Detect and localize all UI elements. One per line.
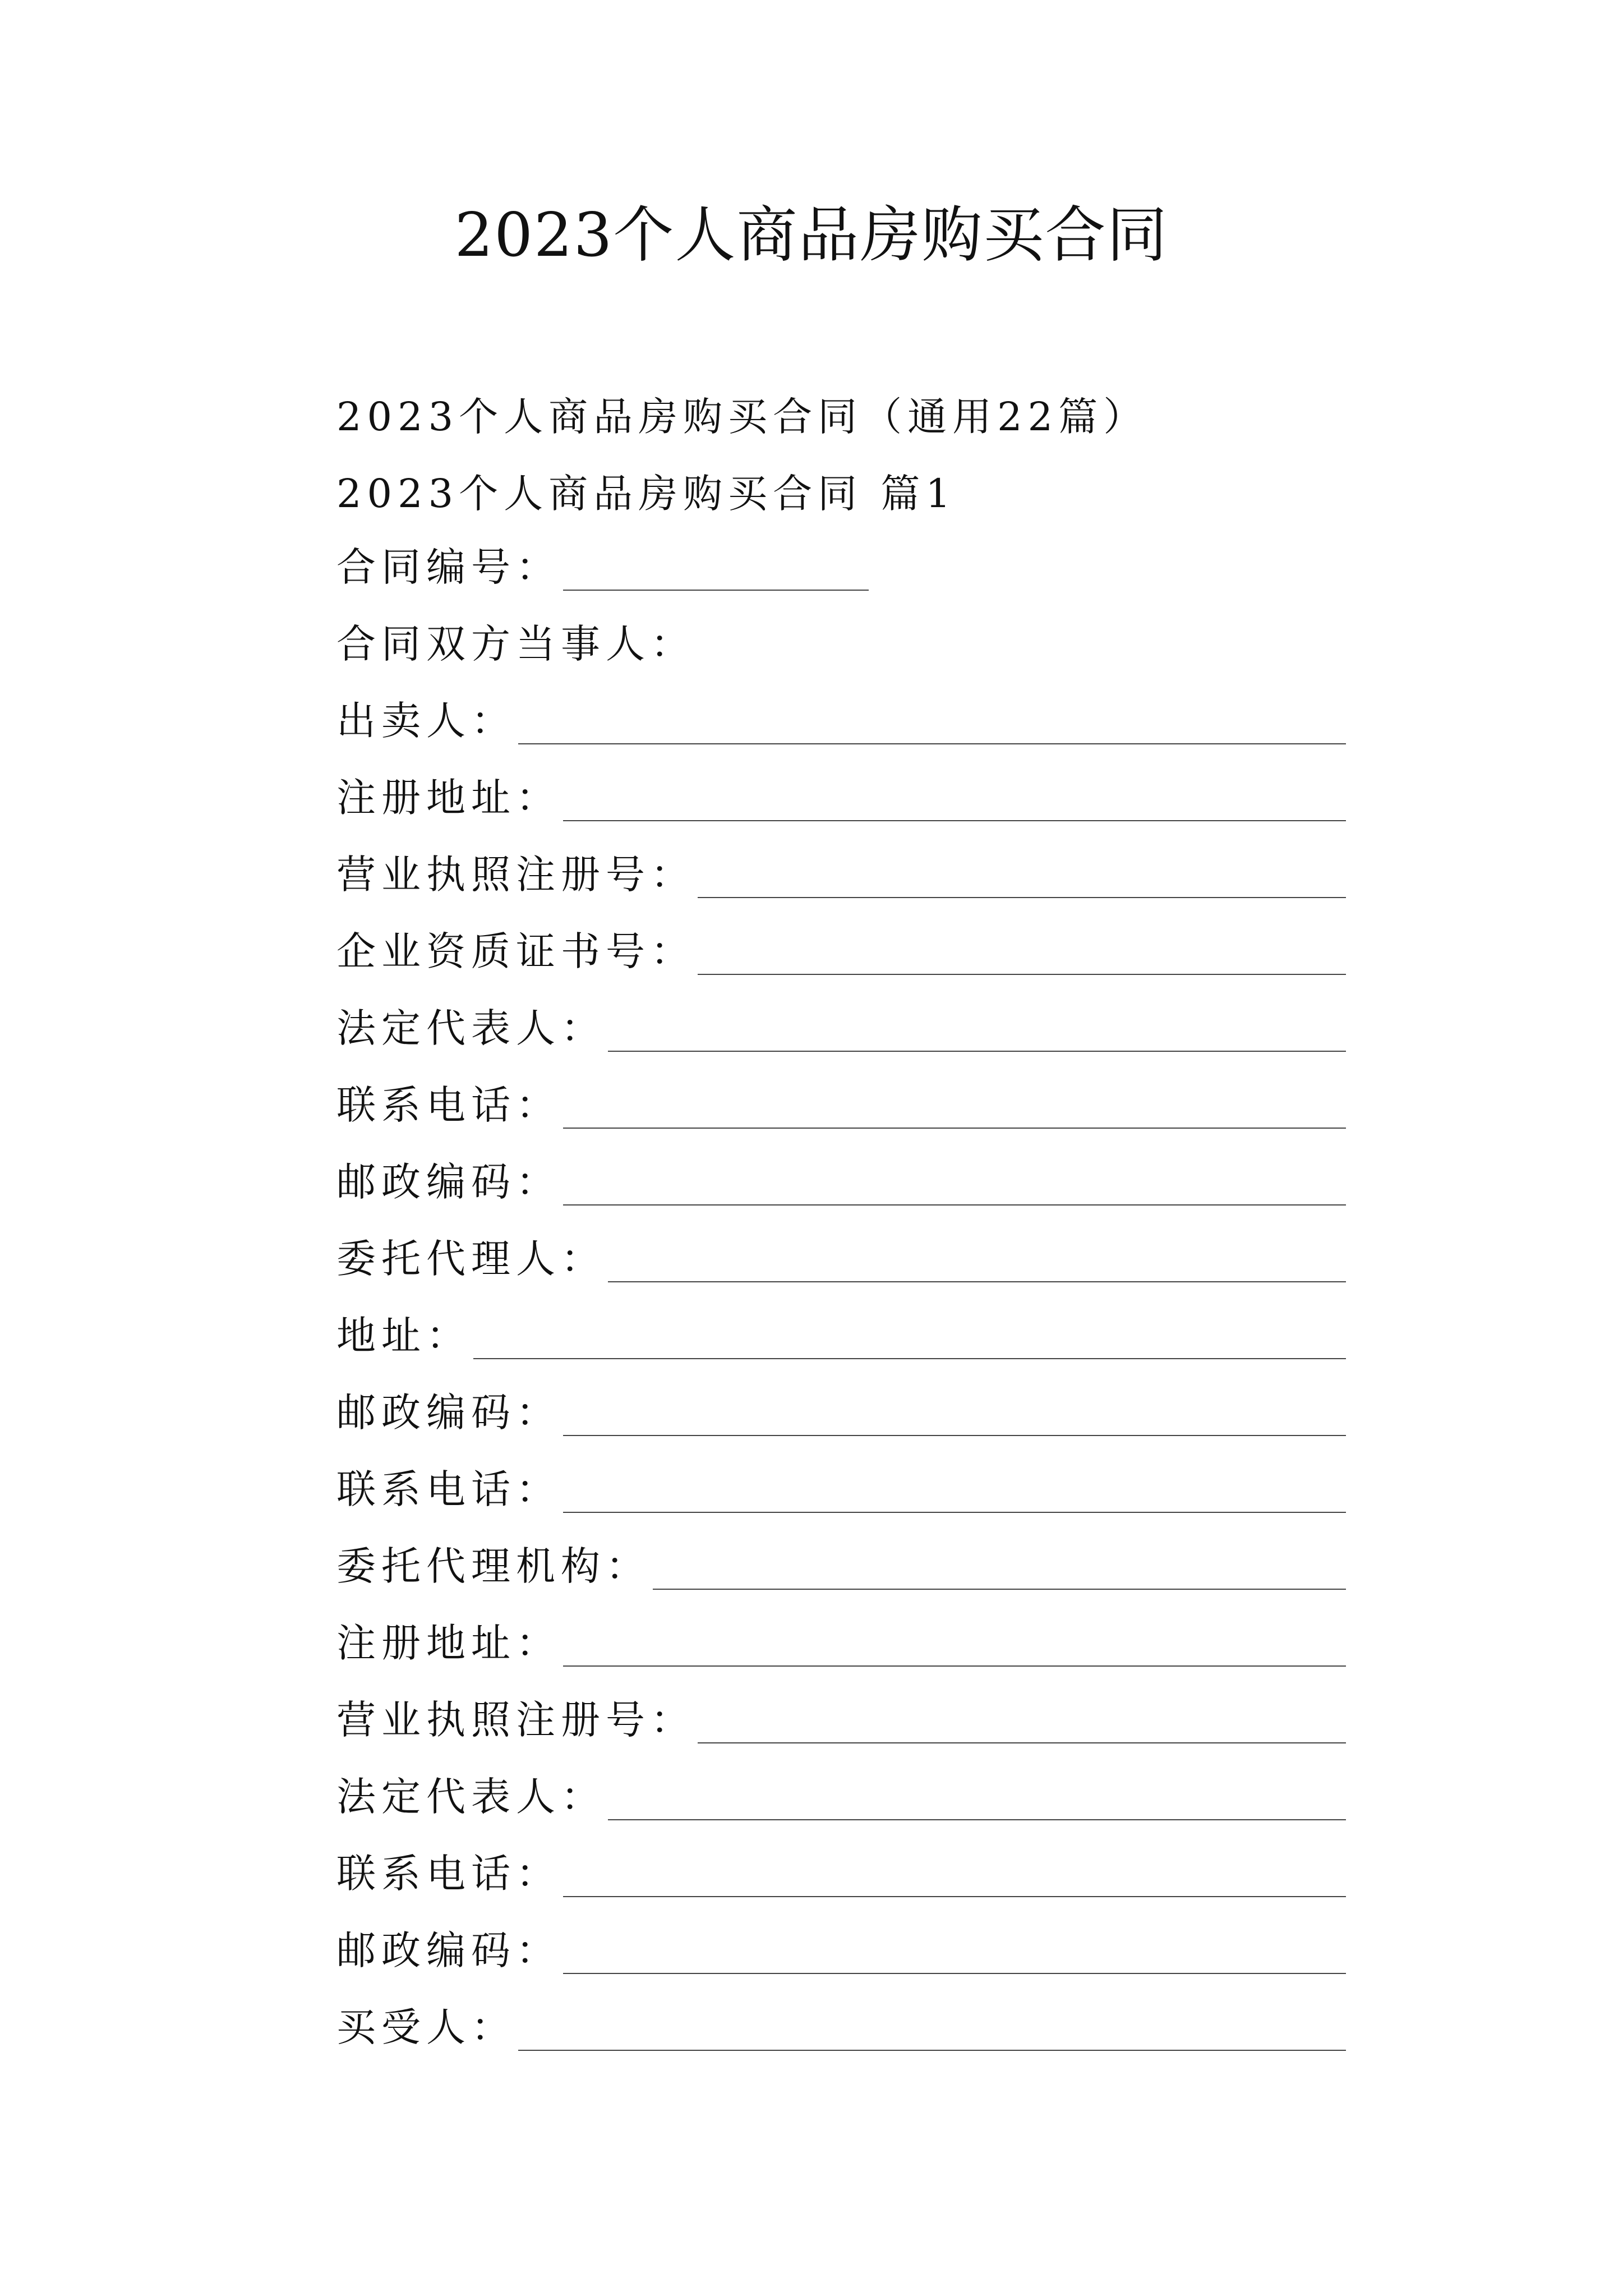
blank-fill-line[interactable]: [563, 590, 869, 591]
field-label: 出卖人：: [336, 698, 516, 744]
field-label: 地址：: [336, 1313, 471, 1359]
contract-field-row: [336, 913, 1346, 990]
contract-field-row: [336, 1143, 1346, 1220]
field-label: 联系电话：: [336, 1851, 561, 1897]
contract-field-row: [336, 1758, 1346, 1835]
field-label: 合同双方当事人：: [336, 621, 695, 667]
contract-field-row: [336, 1374, 1346, 1451]
field-label: 邮政编码：: [336, 1159, 561, 1205]
blank-fill-line[interactable]: [473, 1358, 1346, 1359]
field-label: 委托代理机构：: [336, 1543, 651, 1589]
field-label: 注册地址：: [336, 775, 561, 821]
contract-field-row: [336, 528, 1346, 605]
document-subtitle: 2023个人商品房购买合同（通用22篇）: [336, 394, 1149, 440]
field-label: 企业资质证书号：: [336, 928, 695, 974]
blank-fill-line[interactable]: [563, 1896, 1346, 1897]
contract-field-row: [336, 1066, 1346, 1143]
blank-fill-line[interactable]: [563, 1973, 1346, 1974]
contract-field-row: [336, 605, 1346, 682]
contract-field-row: [336, 1451, 1346, 1527]
contract-field-row: [336, 990, 1346, 1066]
contract-fields: [336, 528, 1346, 2065]
field-label: 合同编号：: [336, 544, 561, 590]
field-label: 联系电话：: [336, 1082, 561, 1128]
field-label: 联系电话：: [336, 1466, 561, 1512]
field-label: 法定代表人：: [336, 1005, 606, 1051]
blank-fill-line[interactable]: [563, 1512, 1346, 1513]
contract-field-row: [336, 1297, 1346, 1374]
contract-field-row: [336, 1835, 1346, 1912]
blank-fill-line[interactable]: [653, 1589, 1346, 1590]
blank-fill-line[interactable]: [518, 743, 1346, 744]
blank-fill-line[interactable]: [563, 1128, 1346, 1129]
contract-field-row: [336, 836, 1346, 913]
contract-field-row: [336, 1912, 1346, 1989]
blank-fill-line[interactable]: [698, 897, 1346, 898]
blank-fill-line[interactable]: [518, 2050, 1346, 2051]
contract-field-row: [336, 1604, 1346, 1681]
blank-fill-line[interactable]: [563, 1204, 1346, 1205]
section-title: 2023个人商品房购买合同 篇1: [336, 471, 956, 517]
field-label: 买受人：: [336, 2004, 516, 2050]
field-label: 营业执照注册号：: [336, 1697, 695, 1743]
contract-field-row: [336, 1989, 1346, 2065]
blank-fill-line[interactable]: [698, 1742, 1346, 1743]
blank-fill-line[interactable]: [563, 820, 1346, 821]
contract-field-row: [336, 682, 1346, 759]
field-label: 营业执照注册号：: [336, 852, 695, 898]
blank-fill-line[interactable]: [563, 1665, 1346, 1667]
document-title: 2023个人商品房购买合同: [454, 200, 1169, 270]
blank-fill-line[interactable]: [698, 974, 1346, 975]
field-label: 注册地址：: [336, 1620, 561, 1666]
contract-field-row: [336, 1681, 1346, 1758]
blank-fill-line[interactable]: [563, 1435, 1346, 1436]
field-label: 邮政编码：: [336, 1927, 561, 1973]
contract-field-row: [336, 759, 1346, 836]
field-label: 法定代表人：: [336, 1774, 606, 1820]
field-label: 委托代理人：: [336, 1236, 606, 1282]
field-label: 邮政编码：: [336, 1389, 561, 1435]
blank-fill-line[interactable]: [608, 1051, 1346, 1052]
contract-field-row: [336, 1220, 1346, 1297]
blank-fill-line[interactable]: [608, 1281, 1346, 1282]
contract-field-row: [336, 1527, 1346, 1604]
blank-fill-line[interactable]: [608, 1819, 1346, 1820]
